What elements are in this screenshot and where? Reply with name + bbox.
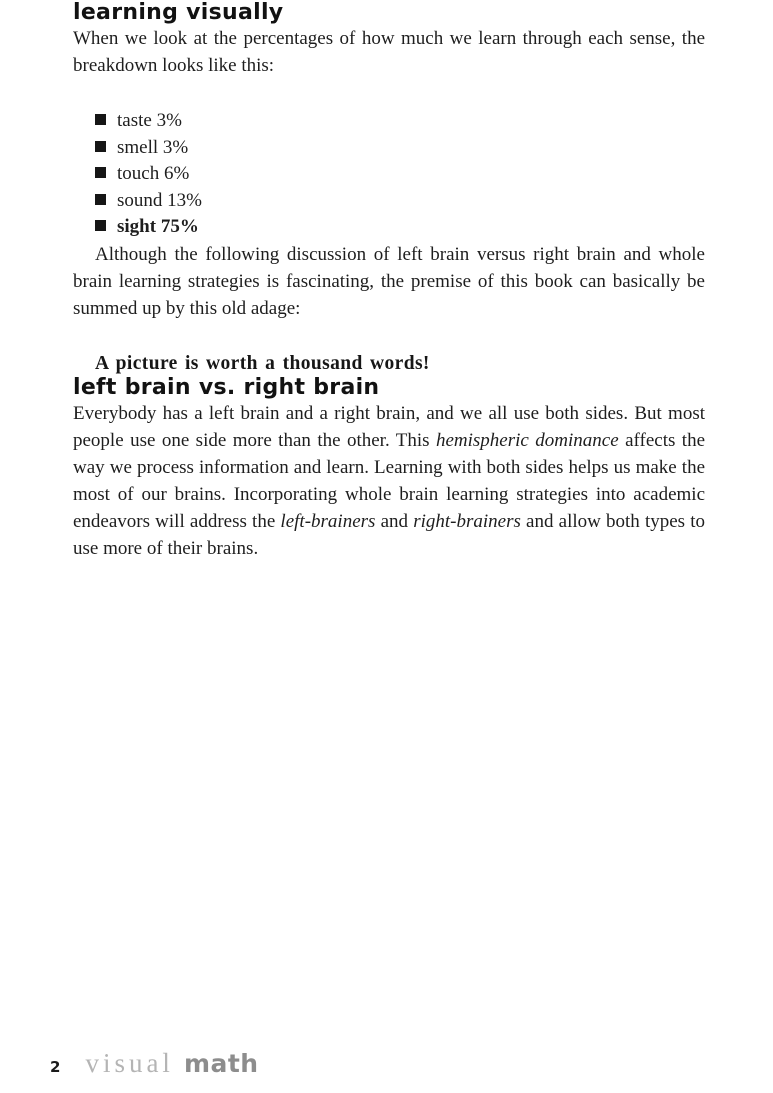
list-item (95, 161, 705, 188)
section-heading-learning-visually: learning visually (73, 0, 284, 25)
bullet-square-icon (95, 167, 106, 178)
bullet-square-icon (95, 114, 106, 125)
text-run: and allow both types to use more of their brains. (73, 510, 705, 559)
left-right-brain-paragraph (73, 400, 705, 562)
brand-word-math: math (183, 1049, 259, 1078)
bullet-square-icon (95, 141, 106, 152)
list-item (95, 135, 705, 162)
bullet-square-icon (95, 220, 106, 231)
discussion-paragraph: Although the following discussion of left brain versus right brain and whole brain learning strategies is fascinating, the premise of this book can basically be summed up by this old adage: (73, 243, 705, 319)
page-content (73, 0, 705, 562)
adage-text: A picture is worth a thousand words! (95, 352, 430, 374)
brand-word-visual: visual (85, 1048, 174, 1078)
italic-term: hemispheric dominance (435, 429, 619, 451)
italic-term: right-brainers (413, 510, 521, 532)
section-heading-left-brain-vs-right-brain: left brain vs. right brain (73, 374, 380, 400)
senses-list (95, 108, 705, 241)
sense-label: smell 3% (117, 136, 189, 158)
list-item (95, 108, 705, 135)
list-item (95, 214, 705, 241)
sense-label: sight 75% (117, 216, 199, 238)
page-footer (50, 1048, 259, 1079)
bullet-square-icon (95, 194, 106, 205)
page-number: 2 (50, 1058, 61, 1076)
sense-label: touch 6% (117, 163, 190, 185)
text-run: affects the way we process information and learn. Learning with both sides helps us make the most of our brains. Incorporating whole brain learning strategies into academic endeavors will address the (73, 429, 706, 532)
text-run: Everybody has a left brain and a right brain, and we all use both sides. But most people use one side more than the other. This (73, 402, 705, 451)
sense-label: sound 13% (117, 189, 202, 211)
sense-label: taste 3% (117, 110, 182, 131)
list-item (95, 188, 705, 215)
text-run: and (375, 510, 414, 532)
intro-paragraph: When we look at the percentages of how much we learn through each sense, the breakdown looks like this: (73, 28, 705, 76)
italic-term: left-brainers (280, 510, 376, 532)
